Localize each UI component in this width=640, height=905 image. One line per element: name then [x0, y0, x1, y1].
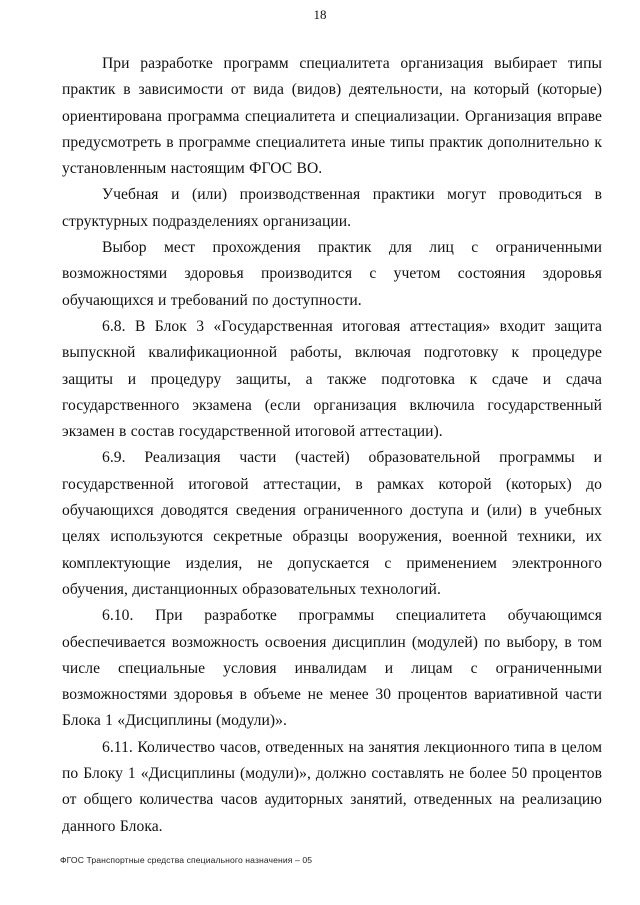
paragraph-practice-accessibility: Выбор мест прохождения практик для лиц с ограниченными возможностями здоровья производится с учетом состояния здоровья обучающихся и требований по доступности. — [62, 239, 602, 309]
paragraph-practice-location: Учебная и (или) производственная практики могут проводиться в структурных подразделениях организации. — [62, 186, 602, 230]
body-text — [62, 51, 602, 840]
paragraph-6-11: 6.11. Количество часов, отведенных на занятия лекционного типа в целом по Блоку 1 «Дисциплины (модули)», должно составлять не более 50 процентов от общего количества часов аудиторных занятий, отведенных на реализацию данного Блока. — [62, 738, 602, 835]
page-number: 18 — [313, 7, 327, 22]
paragraph-6-10: 6.10. При разработке программы специалитета обучающимся обеспечивается возможность освоения дисциплин (модулей) по выбору, в том числе специальные условия инвалидам и лицам с ограниченными возможностями здоровья в объеме не менее 30 процентов вариативной части Блока 1 «Дисциплины (модули)». — [62, 607, 602, 730]
paragraph-practice-types: При разработке программ специалитета организация выбирает типы практик в зависимости от вида (видов) деятельности, на который (которые) ориентирована программа специалитета и специализации. Организация вправе предусмотреть в программе специалитета иные типы практик дополнительно к установленным настоящим ФГОС ВО. — [62, 55, 602, 178]
page-footer: ФГОС Транспортные средства специального назначения – 05 — [60, 855, 313, 865]
paragraph-6-9: 6.9. Реализация части (частей) образовательной программы и государственной итоговой аттестации, в рамках которой (которых) до обучающихся доводятся сведения ограниченного доступа и (или) в учебных целях используются секретные образцы вооружения, военной техники, их комплектующие изделия, не допускается с применением электронного обучения, дистанционных образовательных технологий. — [62, 449, 602, 598]
paragraph-6-8: 6.8. В Блок 3 «Государственная итоговая аттестация» входит защита выпускной квалификационной работы, включая подготовку к процедуре защиты и процедуру защиты, а также подготовка к сдаче и сдача государственного экзамена (если организация включила государственный экзамен в состав государственной итоговой аттестации). — [62, 317, 602, 441]
